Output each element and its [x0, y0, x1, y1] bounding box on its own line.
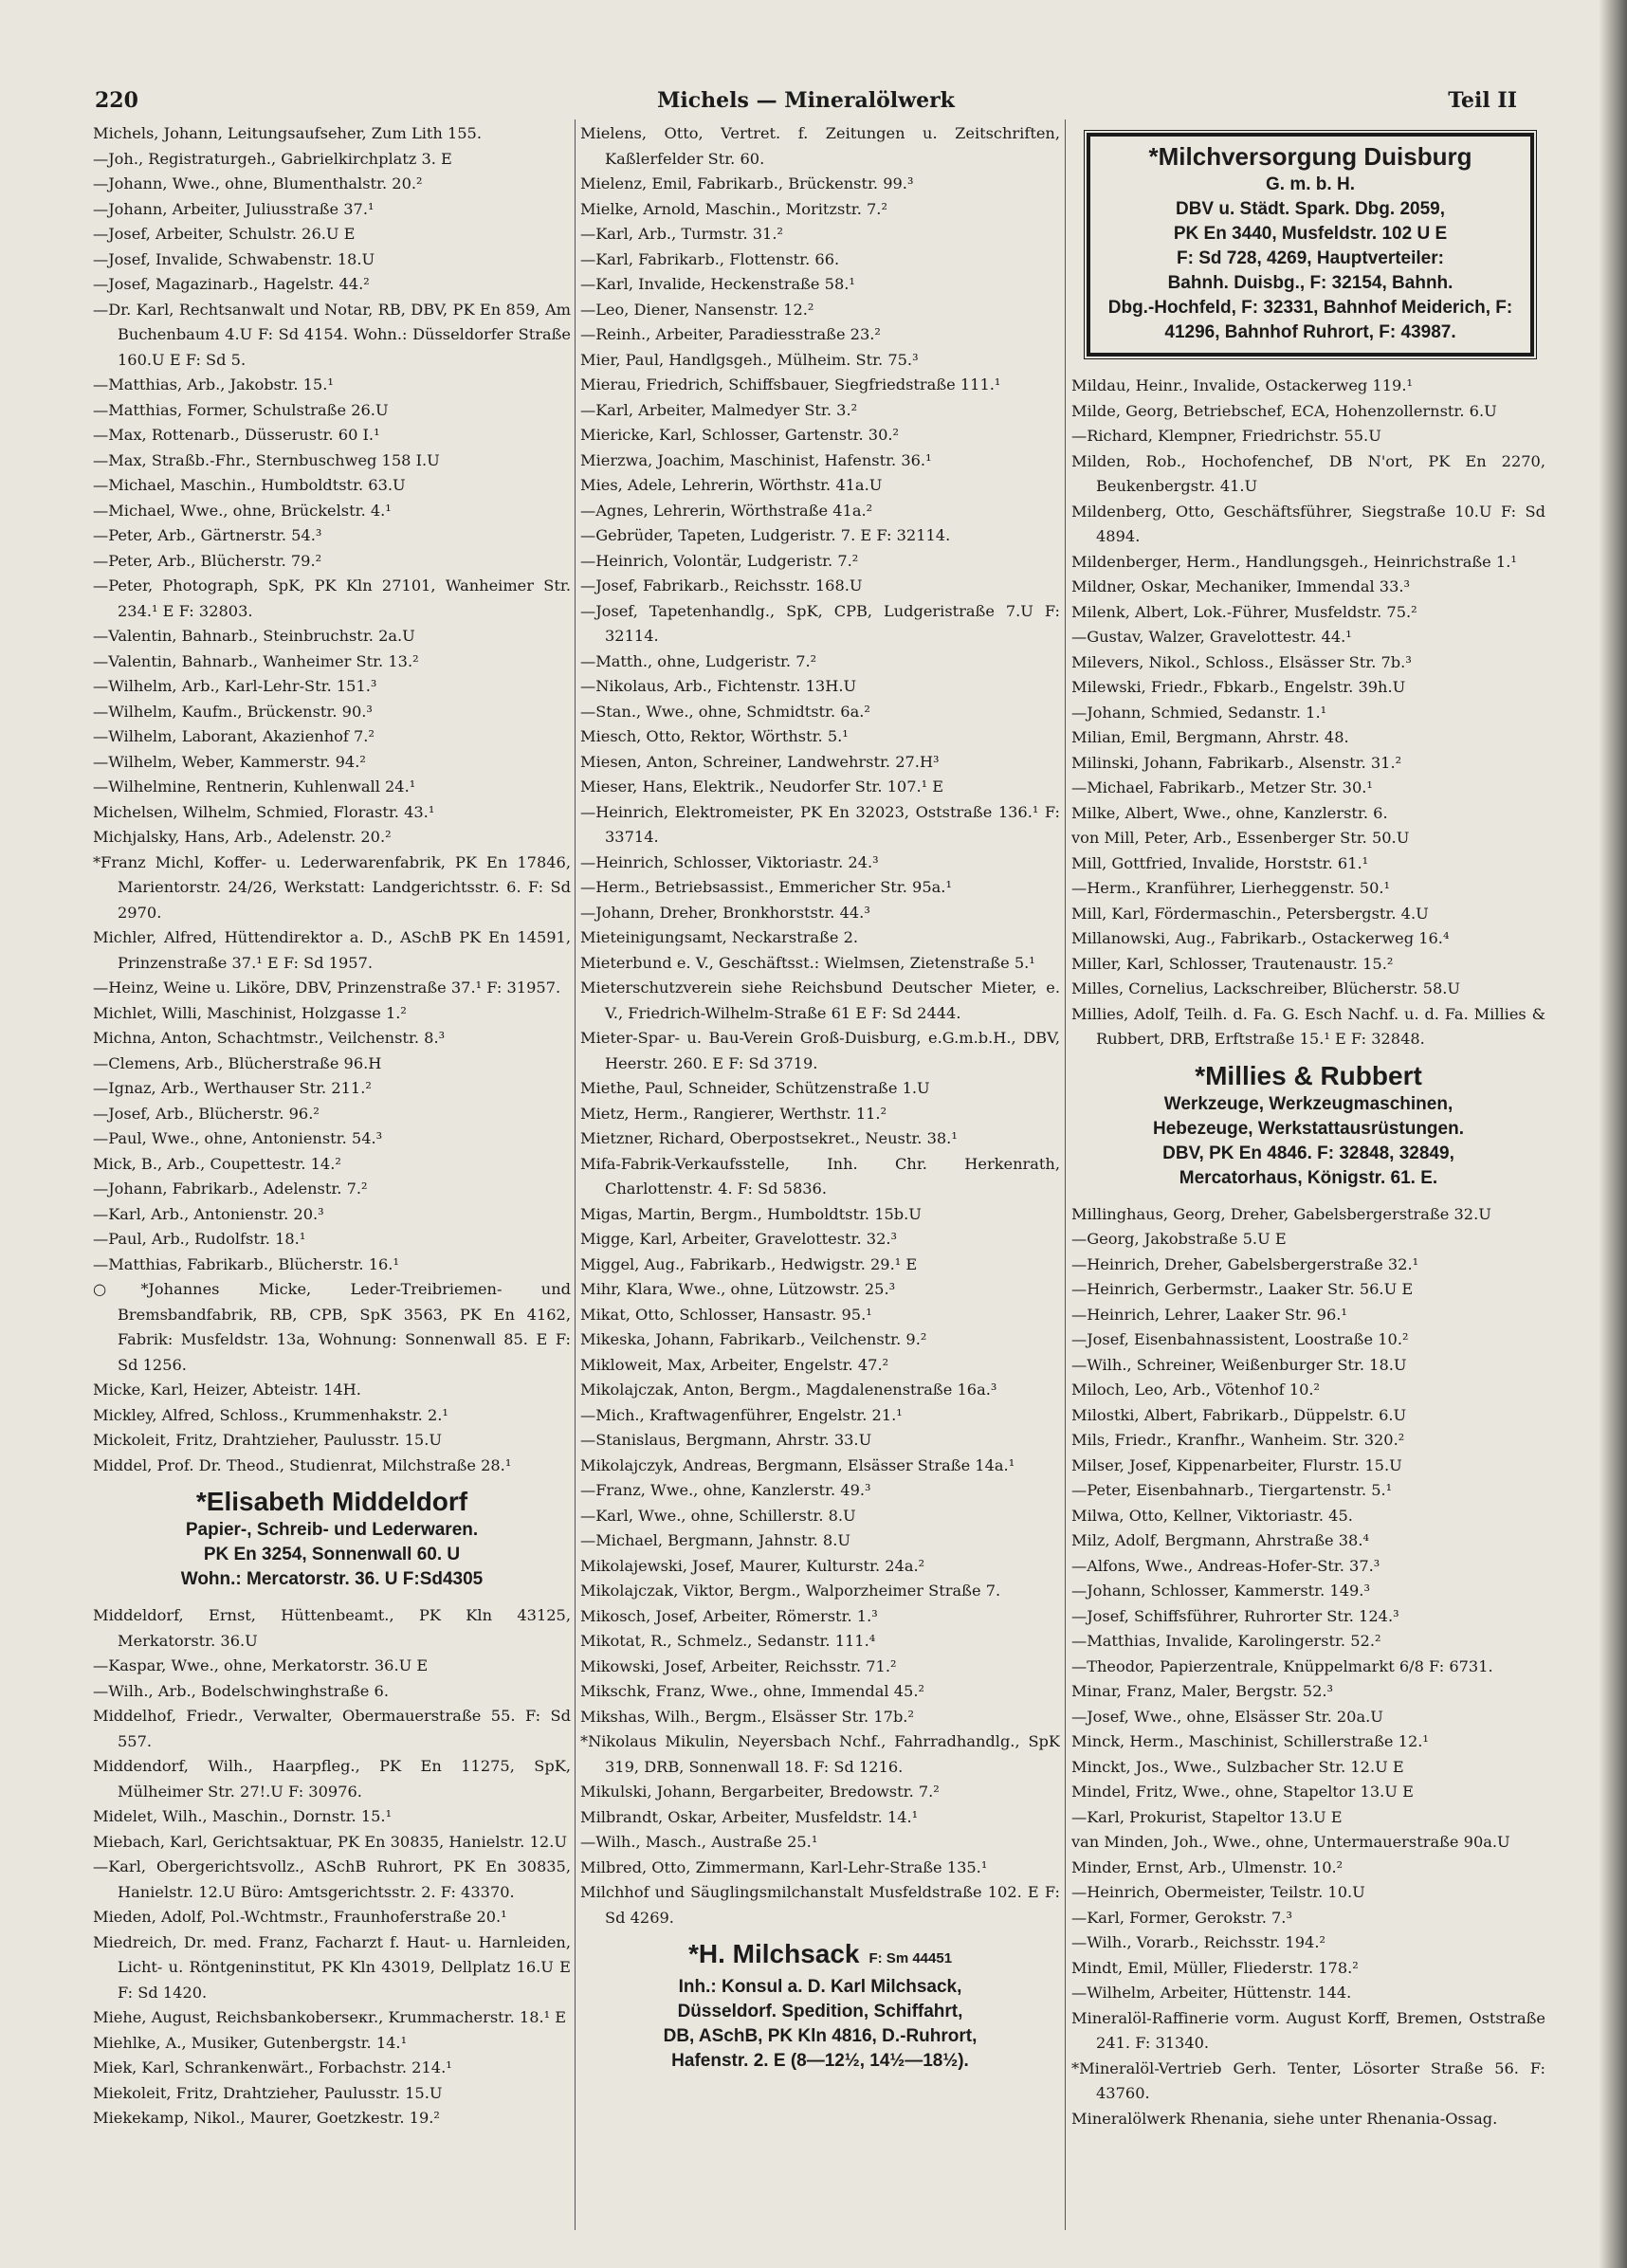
- directory-entry: —Stan., Wwe., ohne, Schmidtstr. 6a.²: [580, 702, 870, 721]
- directory-entry: Milser, Josef, Kippenarbeiter, Flurstr. 15.U: [1071, 1455, 1402, 1474]
- directory-entry: Mikulski, Johann, Bergarbeiter, Bredowstr. 7.²: [580, 1783, 940, 1801]
- directory-entry: Mielens, Otto, Vertret. f. Zeitungen u. Zeitschriften, Kaßlerfelder Str. 60.: [580, 124, 1060, 168]
- directory-entry: Mielke, Arnold, Maschin., Moritzstr. 7.²: [580, 199, 887, 218]
- directory-entry: —Michael, Fabrikarb., Metzer Str. 30.¹: [1071, 778, 1373, 796]
- directory-entry: —Max, Straßb.-Fhr., Sternbuschweg 158 I.U: [93, 450, 440, 469]
- advertiser-phone: F: Sm 44451: [868, 1950, 953, 1966]
- column-left: [93, 121, 571, 2230]
- directory-entry: —Herm., Betriebsassist., Emmericher Str. 95a.¹: [580, 878, 952, 896]
- advertisement-line: Bahnh. Duisbg., F: 32154, Bahnh.: [1167, 273, 1453, 293]
- directory-entry: Mierzwa, Joachim, Maschinist, Hafenstr. 36.¹: [580, 450, 932, 469]
- directory-entry: —Peter, Arb., Blücherstr. 79.²: [93, 551, 322, 570]
- advertiser-name-text: *Elisabeth Middeldorf: [195, 1487, 468, 1516]
- directory-entry: —Ignaz, Arb., Werthauser Str. 211.²: [93, 1079, 372, 1097]
- directory-entry: —Wilh., Schreiner, Weißenburger Str. 18.U: [1071, 1355, 1407, 1374]
- directory-entry: —Josef, Wwe., ohne, Elsässer Str. 20a.U: [1071, 1707, 1383, 1726]
- directory-entry: Migge, Karl, Arbeiter, Gravelottestr. 32.³: [580, 1230, 898, 1248]
- directory-entry: Miek, Karl, Schrankenwärt., Forbachstr. 214.¹: [93, 2058, 452, 2076]
- advertisement: [580, 1939, 1060, 2074]
- directory-entry: —Josef, Tapetenhandlg., SpK, CPB, Ludgeristraße 7.U F: 32114.: [580, 601, 1060, 645]
- directory-entry: —Karl, Prokurist, Stapeltor 13.U E: [1071, 1807, 1343, 1826]
- directory-entry: Mielenz, Emil, Fabrikarb., Brückenstr. 99.³: [580, 174, 914, 192]
- directory-entry: —Matthias, Invalide, Karolingerstr. 52.²: [1071, 1632, 1381, 1650]
- directory-entry: —Heinrich, Elektromeister, PK En 32023, Oststraße 136.¹ F: 33714.: [580, 802, 1060, 846]
- directory-entry: Milke, Albert, Wwe., ohne, Kanzlerstr. 6.: [1071, 803, 1388, 822]
- directory-entry: —Wilhelm, Kaufm., Brückenstr. 90.³: [93, 702, 373, 721]
- directory-entry: Michelsen, Wilhelm, Schmied, Florastr. 43.¹: [93, 802, 435, 821]
- directory-entry: Milchhof und Säuglingsmilchanstalt Musfeldstraße 102. E F: Sd 4269.: [580, 1883, 1060, 1927]
- directory-entry: Mickoleit, Fritz, Drahtzieher, Paulusstr. 15.U: [93, 1431, 443, 1449]
- directory-entry: *Nikolaus Mikulin, Neyersbach Nchf., Fahrradhandlg., SpK 319, DRB, Sonnenwall 18. F: Sd 1216.: [580, 1732, 1060, 1776]
- advertisement-line: F: Sd 728, 4269, Hauptverteiler:: [1177, 248, 1444, 268]
- directory-entry: Michels, Johann, Leitungsaufseher, Zum Lith 155.: [93, 124, 483, 142]
- directory-entry: Michlet, Willi, Maschinist, Holzgasse 1.²: [93, 1003, 407, 1022]
- directory-entry: Mikeska, Johann, Fabrikarb., Veilchenstr. 9.²: [580, 1330, 927, 1348]
- directory-entry: —Heinrich, Schlosser, Viktoriastr. 24.³: [580, 852, 879, 871]
- directory-entry: Mies, Adele, Lehrerin, Wörthstr. 41a.U: [580, 476, 883, 494]
- advertisement-line: DBV u. Städt. Spark. Dbg. 2059,: [1175, 199, 1446, 219]
- directory-entry: Miericke, Karl, Schlosser, Gartenstr. 30.²: [580, 426, 900, 444]
- directory-entry: Mikat, Otto, Schlosser, Hansastr. 95.¹: [580, 1305, 872, 1324]
- directory-entry: Mikolajczak, Anton, Bergm., Magdalenenstraße 16a.³: [580, 1381, 997, 1399]
- advertisement-line: G. m. b. H.: [1266, 174, 1355, 194]
- advertiser-name: [580, 1939, 1060, 1971]
- directory-entry: —Michael, Bergmann, Jahnstr. 8.U: [580, 1531, 850, 1549]
- advertisement-line: Wohn.: Mercatorstr. 36. U F:Sd4305: [180, 1569, 484, 1589]
- directory-entry: Mick, B., Arb., Coupettestr. 14.²: [93, 1154, 341, 1173]
- directory-entry: —Michael, Wwe., ohne, Brückelstr. 4.¹: [93, 501, 392, 520]
- directory-entry: —Johann, Fabrikarb., Adelenstr. 7.²: [93, 1180, 368, 1198]
- directory-entry: Miedreich, Dr. med. Franz, Facharzt f. Haut- u. Harnleiden, Licht- u. Röntgeninstitut, PK Kln 43019, Dellplatz 16.U E F: Sd 1420.: [93, 1932, 571, 2002]
- directory-entry: Mieter-Spar- u. Bau-Verein Groß-Duisburg, e.G.m.b.H., DBV, Heerstr. 260. E F: Sd 3719.: [580, 1029, 1060, 1072]
- directory-entry: —Franz, Wwe., ohne, Kanzlerstr. 49.³: [580, 1481, 871, 1499]
- advertisement-line: Papier-, Schreib- und Lederwaren.: [185, 1520, 479, 1540]
- directory-entry: Miekekamp, Nikol., Maurer, Goetzkestr. 19.²: [93, 2109, 440, 2127]
- directory-entry: Middel, Prof. Dr. Theod., Studienrat, Milchstraße 28.¹: [93, 1455, 512, 1474]
- directory-entry: Mier, Paul, Handlgsgeh., Mülheim. Str. 75.³: [580, 350, 919, 369]
- directory-entry: Minar, Franz, Maler, Bergstr. 52.³: [1071, 1682, 1334, 1700]
- directory-entry: Miesch, Otto, Rektor, Wörthstr. 5.¹: [580, 727, 849, 745]
- page-spine-shadow: [1599, 0, 1627, 2268]
- directory-entry: Milevers, Nikol., Schloss., Elsässer Str. 7b.³: [1071, 652, 1412, 671]
- advertisement-line: Dbg.-Hochfeld, F: 32331, Bahnhof Meiderich, F: 41296, Bahnhof Ruhrort, F: 43987.: [1107, 298, 1513, 342]
- directory-entry: Mieden, Adolf, Pol.-Wchtmstr., Fraunhoferstraße 20.¹: [93, 1908, 507, 1926]
- directory-entry: —Gebrüder, Tapeten, Ludgeristr. 7. E F: 32114.: [580, 526, 951, 544]
- directory-entry: Mifa-Fabrik-Verkaufsstelle, Inh. Chr. Herkenrath, Charlottenstr. 4. F: Sd 5836.: [580, 1154, 1060, 1198]
- directory-entry: —Wilhelm, Weber, Kammerstr. 94.²: [93, 752, 366, 771]
- directory-entry: Miesen, Anton, Schreiner, Landwehrstr. 27.H³: [580, 752, 940, 771]
- directory-entry: —Josef, Invalide, Schwabenstr. 18.U: [93, 249, 375, 268]
- directory-entry: —Peter, Eisenbahnarb., Tiergartenstr. 5.¹: [1071, 1481, 1393, 1499]
- directory-entry: —Max, Rottenarb., Düsserustr. 60 I.¹: [93, 426, 380, 444]
- directory-entry: —Karl, Invalide, Heckenstraße 58.¹: [580, 275, 855, 293]
- directory-entry: —Josef, Arbeiter, Schulstr. 26.U E: [93, 225, 356, 243]
- directory-entry: Mikotat, R., Schmelz., Sedanstr. 111.⁴: [580, 1632, 876, 1650]
- directory-entry: —Johann, Arbeiter, Juliusstraße 37.¹: [93, 199, 375, 218]
- directory-entry: Mindel, Fritz, Wwe., ohne, Stapeltor 13.U E: [1071, 1783, 1414, 1801]
- directory-entry: Mihr, Klara, Wwe., ohne, Lützowstr. 25.³: [580, 1280, 896, 1298]
- directory-entry: —Dr. Karl, Rechtsanwalt und Notar, RB, DBV, PK En 859, Am Buchenbaum 4.U F: Sd 4154. Wohn.: Düsseldorfer Straße 160.U E F: Sd 5.: [93, 300, 571, 369]
- directory-entry: —Valentin, Bahnarb., Wanheimer Str. 13.²: [93, 651, 419, 670]
- directory-entry: —Wilhelm, Laborant, Akazienhof 7.²: [93, 727, 375, 745]
- directory-entry: Mindt, Emil, Müller, Fliederstr. 178.²: [1071, 1958, 1359, 1977]
- directory-entry: Milden, Rob., Hochofenchef, DB N'ort, PK En 2270, Beukenbergstr. 41.U: [1071, 451, 1545, 495]
- directory-entry: —Wilh., Vorarb., Reichsstr. 194.²: [1071, 1933, 1325, 1951]
- page-number: 220: [95, 88, 138, 113]
- directory-entry: —Heinrich, Dreher, Gabelsbergerstraße 32.¹: [1071, 1254, 1419, 1273]
- running-title: Michels — Mineralölwerk: [657, 88, 955, 113]
- directory-entry: —Theodor, Papierzentrale, Knüppelmarkt 6/8 F: 6731.: [1071, 1656, 1493, 1675]
- directory-entry: —Wilhelm, Arb., Karl-Lehr-Str. 151.³: [93, 677, 377, 695]
- directory-entry: *Mineralöl-Vertrieb Gerh. Tenter, Lösorter Straße 56. F: 43760.: [1071, 2058, 1545, 2102]
- directory-entry: Miebach, Karl, Gerichtsaktuar, PK En 30835, Hanielstr. 12.U: [93, 1832, 567, 1851]
- directory-entry: Mikshas, Wilh., Bergm., Elsässer Str. 17b.²: [580, 1707, 914, 1726]
- directory-entry: Minck, Herm., Maschinist, Schillerstraße 12.¹: [1071, 1732, 1429, 1750]
- advertisement: [1071, 1060, 1545, 1191]
- advertiser-name-text: *Milchversorgung Duisburg: [1148, 142, 1472, 171]
- directory-entry: —Karl, Arbeiter, Malmedyer Str. 3.²: [580, 400, 858, 419]
- directory-entry: van Minden, Joh., Wwe., ohne, Untermauerstraße 90a.U: [1071, 1833, 1510, 1851]
- directory-entry: —Johann, Schmied, Sedanstr. 1.¹: [1071, 703, 1327, 722]
- directory-entry: Mildenberger, Herm., Handlungsgeh., Heinrichstraße 1.¹: [1071, 552, 1517, 571]
- directory-entry: Milinski, Johann, Fabrikarb., Alsenstr. 31.²: [1071, 753, 1402, 772]
- advertisement-line: PK En 3440, Musfeldstr. 102 U E: [1173, 224, 1448, 244]
- directory-entry: —Richard, Klempner, Friedrichstr. 55.U: [1071, 427, 1381, 445]
- directory-entry: Mikosch, Josef, Arbeiter, Römerstr. 1.³: [580, 1606, 878, 1625]
- directory-entry: Miloch, Leo, Arb., Vötenhof 10.²: [1071, 1381, 1321, 1399]
- directory-entry: Mieser, Hans, Elektrik., Neudorfer Str. 107.¹ E: [580, 777, 944, 796]
- directory-entry: Mikschk, Franz, Wwe., ohne, Immendal 45.²: [580, 1682, 924, 1700]
- directory-entry: —Johann, Wwe., ohne, Blumenthalstr. 20.²: [93, 174, 423, 192]
- directory-entry: —Nikolaus, Arb., Fichtenstr. 13H.U: [580, 677, 857, 695]
- directory-entry: —Wilh., Arb., Bodelschwinghstraße 6.: [93, 1681, 389, 1700]
- directory-entry: Miehlke, A., Musiker, Gutenbergstr. 14.¹: [93, 2033, 408, 2052]
- column-middle: [580, 121, 1060, 2230]
- advertisement-line: Düsseldorf. Spedition, Schiffahrt,: [677, 2002, 963, 2021]
- column-right: [1071, 121, 1545, 2230]
- advertisement-line: DB, ASchB, PK Kln 4816, D.-Ruhrort,: [663, 2026, 978, 2046]
- advertisement: [93, 1487, 571, 1592]
- directory-entry: Mineralölwerk Rhenania, siehe unter Rhenania-Ossag.: [1071, 2109, 1498, 2128]
- directory-entry: Micke, Karl, Heizer, Abteistr. 14H.: [93, 1381, 361, 1399]
- directory-entry: Milostki, Albert, Fabrikarb., Düppelstr. 6.U: [1071, 1405, 1407, 1424]
- advertisement-line: PK En 3254, Sonnenwall 60. U: [203, 1545, 461, 1564]
- directory-entry: Milles, Cornelius, Lackschreiber, Blücherstr. 58.U: [1071, 979, 1461, 997]
- directory-entry: Mierau, Friedrich, Schiffsbauer, Siegfriedstraße 111.¹: [580, 375, 1001, 393]
- directory-entry: Mildenberg, Otto, Geschäftsführer, Siegstraße 10.U F: Sd 4894.: [1071, 502, 1545, 545]
- advertisement: [1087, 133, 1534, 357]
- advertisement-line: Inh.: Konsul a. D. Karl Milchsack,: [678, 1977, 962, 1997]
- directory-entry: Mill, Gottfried, Invalide, Horststr. 61.¹: [1071, 853, 1369, 872]
- directory-entry: —Johann, Dreher, Bronkhorststr. 44.³: [580, 903, 870, 922]
- advertiser-name: [93, 1487, 571, 1516]
- directory-entry: Millanowski, Aug., Fabrikarb., Ostackerweg 16.⁴: [1071, 929, 1450, 947]
- directory-entry: Milwa, Otto, Kellner, Viktoriastr. 45.: [1071, 1506, 1353, 1525]
- directory-entry: —Agnes, Lehrerin, Wörthstraße 41a.²: [580, 501, 873, 520]
- directory-entry: Mietzner, Richard, Oberpostsekret., Neustr. 38.¹: [580, 1129, 958, 1147]
- directory-entry: —Karl, Arb., Turmstr. 31.²: [580, 225, 783, 243]
- directory-entry: —Karl, Former, Gerokstr. 7.³: [1071, 1908, 1292, 1927]
- directory-entry: —Matthias, Former, Schulstraße 26.U: [93, 400, 389, 419]
- directory-entry: —Kaspar, Wwe., ohne, Merkatorstr. 36.U E: [93, 1656, 429, 1674]
- directory-entry: —Josef, Schiffsführer, Ruhrorter Str. 124.³: [1071, 1606, 1399, 1625]
- advertisement-line: DBV, PK En 4846. F: 32848, 32849,: [1162, 1143, 1454, 1163]
- advertisement-line: Werkzeuge, Werkzeugmaschinen,: [1163, 1093, 1453, 1114]
- advertiser-name: [1100, 144, 1521, 169]
- directory-entry: Mineralöl-Raffinerie vorm. August Korff, Bremen, Oststraße 241. F: 31340.: [1071, 2008, 1545, 2052]
- advertiser-name: [1071, 1060, 1545, 1090]
- directory-entry: —Josef, Fabrikarb., Reichsstr. 168.U: [580, 576, 863, 594]
- directory-entry: Milbred, Otto, Zimmermann, Karl-Lehr-Straße 135.¹: [580, 1857, 988, 1876]
- advertiser-name-text: *Millies & Rubbert: [1195, 1060, 1422, 1090]
- directory-entry: —Paul, Arb., Rudolfstr. 18.¹: [93, 1230, 306, 1248]
- directory-entry: Mils, Friedr., Kranfhr., Wanheim. Str. 320.²: [1071, 1431, 1405, 1449]
- page-header: [95, 82, 1517, 119]
- directory-entry: Mildau, Heinr., Invalide, Ostackerweg 119.¹: [1071, 376, 1413, 394]
- directory-entry: Milbrandt, Oskar, Arbeiter, Musfeldstr. 14.¹: [580, 1807, 919, 1826]
- directory-entry: Miggel, Aug., Fabrikarb., Hedwigstr. 29.¹ E: [580, 1254, 918, 1273]
- directory-entry: ○*Johannes Micke, Leder-Treibriemen- und Bremsbandfabrik, RB, CPB, SpK 3563, PK En 4162, Fabrik: Musfeldstr. 13a, Wohnung: Sonnenwall 85. E F: Sd 1256.: [93, 1280, 571, 1374]
- directory-entry: —Wilh., Masch., Austraße 25.¹: [580, 1833, 818, 1851]
- directory-entry: Michjalsky, Hans, Arb., Adelenstr. 20.²: [93, 828, 392, 846]
- directory-entry: —Wilhelmine, Rentnerin, Kuhlenwall 24.¹: [93, 777, 416, 796]
- directory-entry: Milz, Adolf, Bergmann, Ahrstraße 38.⁴: [1071, 1531, 1369, 1549]
- advertisement-line: Hebezeuge, Werkstattausrüstungen.: [1152, 1118, 1464, 1139]
- directory-entry: Milde, Georg, Betriebschef, ECA, Hohenzollernstr. 6.U: [1071, 401, 1497, 420]
- directory-entry: Middelhof, Friedr., Verwalter, Obermauerstraße 55. F: Sd 557.: [93, 1707, 571, 1750]
- directory-entry: —Stanislaus, Bergmann, Ahrstr. 33.U: [580, 1431, 872, 1449]
- directory-entry: —Karl, Arb., Antonienstr. 20.³: [93, 1204, 324, 1223]
- directory-entry: —Josef, Arb., Blücherstr. 96.²: [93, 1104, 320, 1123]
- directory-entry: Midelet, Wilh., Maschin., Dornstr. 15.¹: [93, 1807, 393, 1825]
- directory-entry: Mildner, Oskar, Mechaniker, Immendal 33.³: [1071, 577, 1411, 595]
- directory-entry: —Peter, Photograph, SpK, PK Kln 27101, Wanheimer Str. 234.¹ E F: 32803.: [93, 576, 571, 620]
- directory-entry: —Mich., Kraftwagenführer, Engelstr. 21.¹: [580, 1405, 903, 1424]
- directory-entry: Miller, Karl, Schlosser, Trautenaustr. 15.²: [1071, 954, 1394, 973]
- directory-entry: Milenk, Albert, Lok.-Führer, Musfeldstr. 75.²: [1071, 602, 1417, 621]
- directory-entry: Mikolajczyk, Andreas, Bergmann, Elsässer Straße 14a.¹: [580, 1455, 1015, 1474]
- directory-entry: —Gustav, Walzer, Gravelottestr. 44.¹: [1071, 628, 1352, 646]
- directory-entry: Minckt, Jos., Wwe., Sulzbacher Str. 12.U E: [1071, 1757, 1404, 1776]
- directory-entry: Mieterschutzverein siehe Reichsbund Deutscher Mieter, e. V., Friedrich-Wilhelm-Straße 61 E F: Sd 2444.: [580, 979, 1060, 1022]
- directory-entry: —Matthias, Fabrikarb., Blücherstr. 16.¹: [93, 1254, 399, 1273]
- directory-entry: —Karl, Fabrikarb., Flottenstr. 66.: [580, 249, 840, 268]
- directory-entry: —Michael, Maschin., Humboldtstr. 63.U: [93, 476, 406, 494]
- directory-entry: —Clemens, Arb., Blücherstraße 96.H: [93, 1053, 382, 1072]
- directory-entry: Mikowski, Josef, Arbeiter, Reichsstr. 71.²: [580, 1656, 897, 1675]
- directory-entry: —Heinrich, Obermeister, Teilstr. 10.U: [1071, 1883, 1365, 1901]
- directory-entry: —Alfons, Wwe., Andreas-Hofer-Str. 37.³: [1071, 1556, 1380, 1575]
- directory-entry: —Valentin, Bahnarb., Steinbruchstr. 2a.U: [93, 627, 415, 645]
- directory-entry: —Herm., Kranführer, Lierheggenstr. 50.¹: [1071, 879, 1390, 897]
- directory-entry: Mikolajczak, Viktor, Bergm., Walporzheimer Straße 7.: [580, 1582, 1001, 1600]
- directory-entry: —Josef, Magazinarb., Hagelstr. 44.²: [93, 275, 370, 293]
- directory-entry: Mill, Karl, Fördermaschin., Petersbergstr. 4.U: [1071, 904, 1429, 923]
- directory-entry: *Franz Michl, Koffer- u. Lederwarenfabrik, PK En 17846, Marientorstr. 24/26, Werkstatt: Landgerichtsstr. 6. F: Sd 2970.: [93, 852, 571, 922]
- directory-entry: Migas, Martin, Bergm., Humboldtstr. 15b.U: [580, 1204, 922, 1223]
- directory-entry: —Josef, Eisenbahnassistent, Loostraße 10.²: [1071, 1330, 1409, 1348]
- directory-entry: von Mill, Peter, Arb., Essenberger Str. 50.U: [1071, 829, 1410, 847]
- directory-entry: Michler, Alfred, Hüttendirektor a. D., ASchB PK En 14591, Prinzenstraße 37.¹ E F: Sd 1957.: [93, 928, 571, 972]
- directory-entry: —Leo, Diener, Nansenstr. 12.²: [580, 300, 814, 319]
- directory-entry: Michna, Anton, Schachtmstr., Veilchenstr. 8.³: [93, 1029, 446, 1047]
- directory-entry: Mieterbund e. V., Geschäftsst.: Wielmsen, Zietenstraße 5.¹: [580, 953, 1035, 972]
- directory-entry: —Wilhelm, Arbeiter, Hüttenstr. 144.: [1071, 1984, 1352, 2002]
- directory-entry: —Heinrich, Lehrer, Laaker Str. 96.¹: [1071, 1305, 1347, 1324]
- directory-entry: —Johann, Schlosser, Kammerstr. 149.³: [1071, 1582, 1370, 1600]
- column-rule: [575, 119, 576, 2230]
- directory-entry: Millinghaus, Georg, Dreher, Gabelsbergerstraße 32.U: [1071, 1204, 1491, 1223]
- directory-entry: Millies, Adolf, Teilh. d. Fa. G. Esch Nachf. u. d. Fa. Millies & Rubbert, DRB, Erftstraße 15.¹ E F: 32848.: [1071, 1004, 1545, 1048]
- directory-entry: —Joh., Registraturgeh., Gabrielkirchplatz 3. E: [93, 149, 452, 168]
- directory-entry: Mietz, Herm., Rangierer, Werthstr. 11.²: [580, 1104, 887, 1123]
- directory-entry: Mikloweit, Max, Arbeiter, Engelstr. 47.²: [580, 1355, 889, 1374]
- directory-entry: Miehe, August, Reichsbankoberseкr., Krummacherstr. 18.¹ E: [93, 2008, 567, 2026]
- directory-entry: Mickley, Alfred, Schloss., Krummenhakstr. 2.¹: [93, 1405, 448, 1424]
- directory-entry: Mieteinigungsamt, Neckarstraße 2.: [580, 928, 859, 946]
- directory-entry: —Reinh., Arbeiter, Paradiesstraße 23.²: [580, 325, 881, 343]
- advertisement-line: Mercatorhaus, Königstr. 61. E.: [1179, 1167, 1438, 1188]
- advertiser-name-text: *H. Milchsack: [687, 1939, 860, 1968]
- section-label: Teil II: [1448, 88, 1517, 113]
- directory-entry: Minder, Ernst, Arb., Ulmenstr. 10.²: [1071, 1857, 1344, 1876]
- directory-entry: Mikolajewski, Josef, Maurer, Kulturstr. 24a.²: [580, 1556, 925, 1575]
- directory-entry: —Heinz, Weine u. Liköre, DBV, Prinzenstraße 37.¹ F: 31957.: [93, 979, 561, 997]
- directory-entry: —Peter, Arb., Gärtnerstr. 54.³: [93, 526, 322, 544]
- directory-entry: Middendorf, Wilh., Haarpfleg., PK En 11275, SpK, Mülheimer Str. 27!.U F: 30976.: [93, 1757, 571, 1801]
- advertisement-line: Hafenstr. 2. E (8—12½, 14½—18½).: [671, 2051, 969, 2071]
- directory-entry: —Matthias, Arb., Jakobstr. 15.¹: [93, 375, 334, 393]
- directory-entry: Milewski, Friedr., Fbkarb., Engelstr. 39h.U: [1071, 678, 1406, 696]
- directory-entry: Miethe, Paul, Schneider, Schützenstraße 1.U: [580, 1079, 930, 1097]
- directory-entry: —Heinrich, Volontär, Ludgeristr. 7.²: [580, 551, 859, 570]
- directory-entry: —Karl, Obergerichtsvollz., ASchB Ruhrort, PK En 30835, Hanielstr. 12.U Büro: Amtsgerichtsstr. 2. F: 43370.: [93, 1857, 571, 1901]
- directory-entry: —Paul, Wwe., ohne, Antonienstr. 54.³: [93, 1129, 383, 1147]
- directory-entry: Miekoleit, Fritz, Drahtzieher, Paulusstr. 15.U: [93, 2083, 443, 2102]
- column-rule: [1065, 119, 1066, 2230]
- directory-entry: —Karl, Wwe., ohne, Schillerstr. 8.U: [580, 1506, 856, 1525]
- directory-entry: Middeldorf, Ernst, Hüttenbeamt., PK Kln 43125, Merkatorstr. 36.U: [93, 1606, 571, 1650]
- directory-entry: —Matth., ohne, Ludgeristr. 7.²: [580, 651, 817, 670]
- directory-entry: Milian, Emil, Bergmann, Ahrstr. 48.: [1071, 728, 1349, 746]
- directory-entry: —Heinrich, Gerbermstr., Laaker Str. 56.U E: [1071, 1280, 1414, 1298]
- directory-entry: —Georg, Jakobstraße 5.U E: [1071, 1230, 1287, 1248]
